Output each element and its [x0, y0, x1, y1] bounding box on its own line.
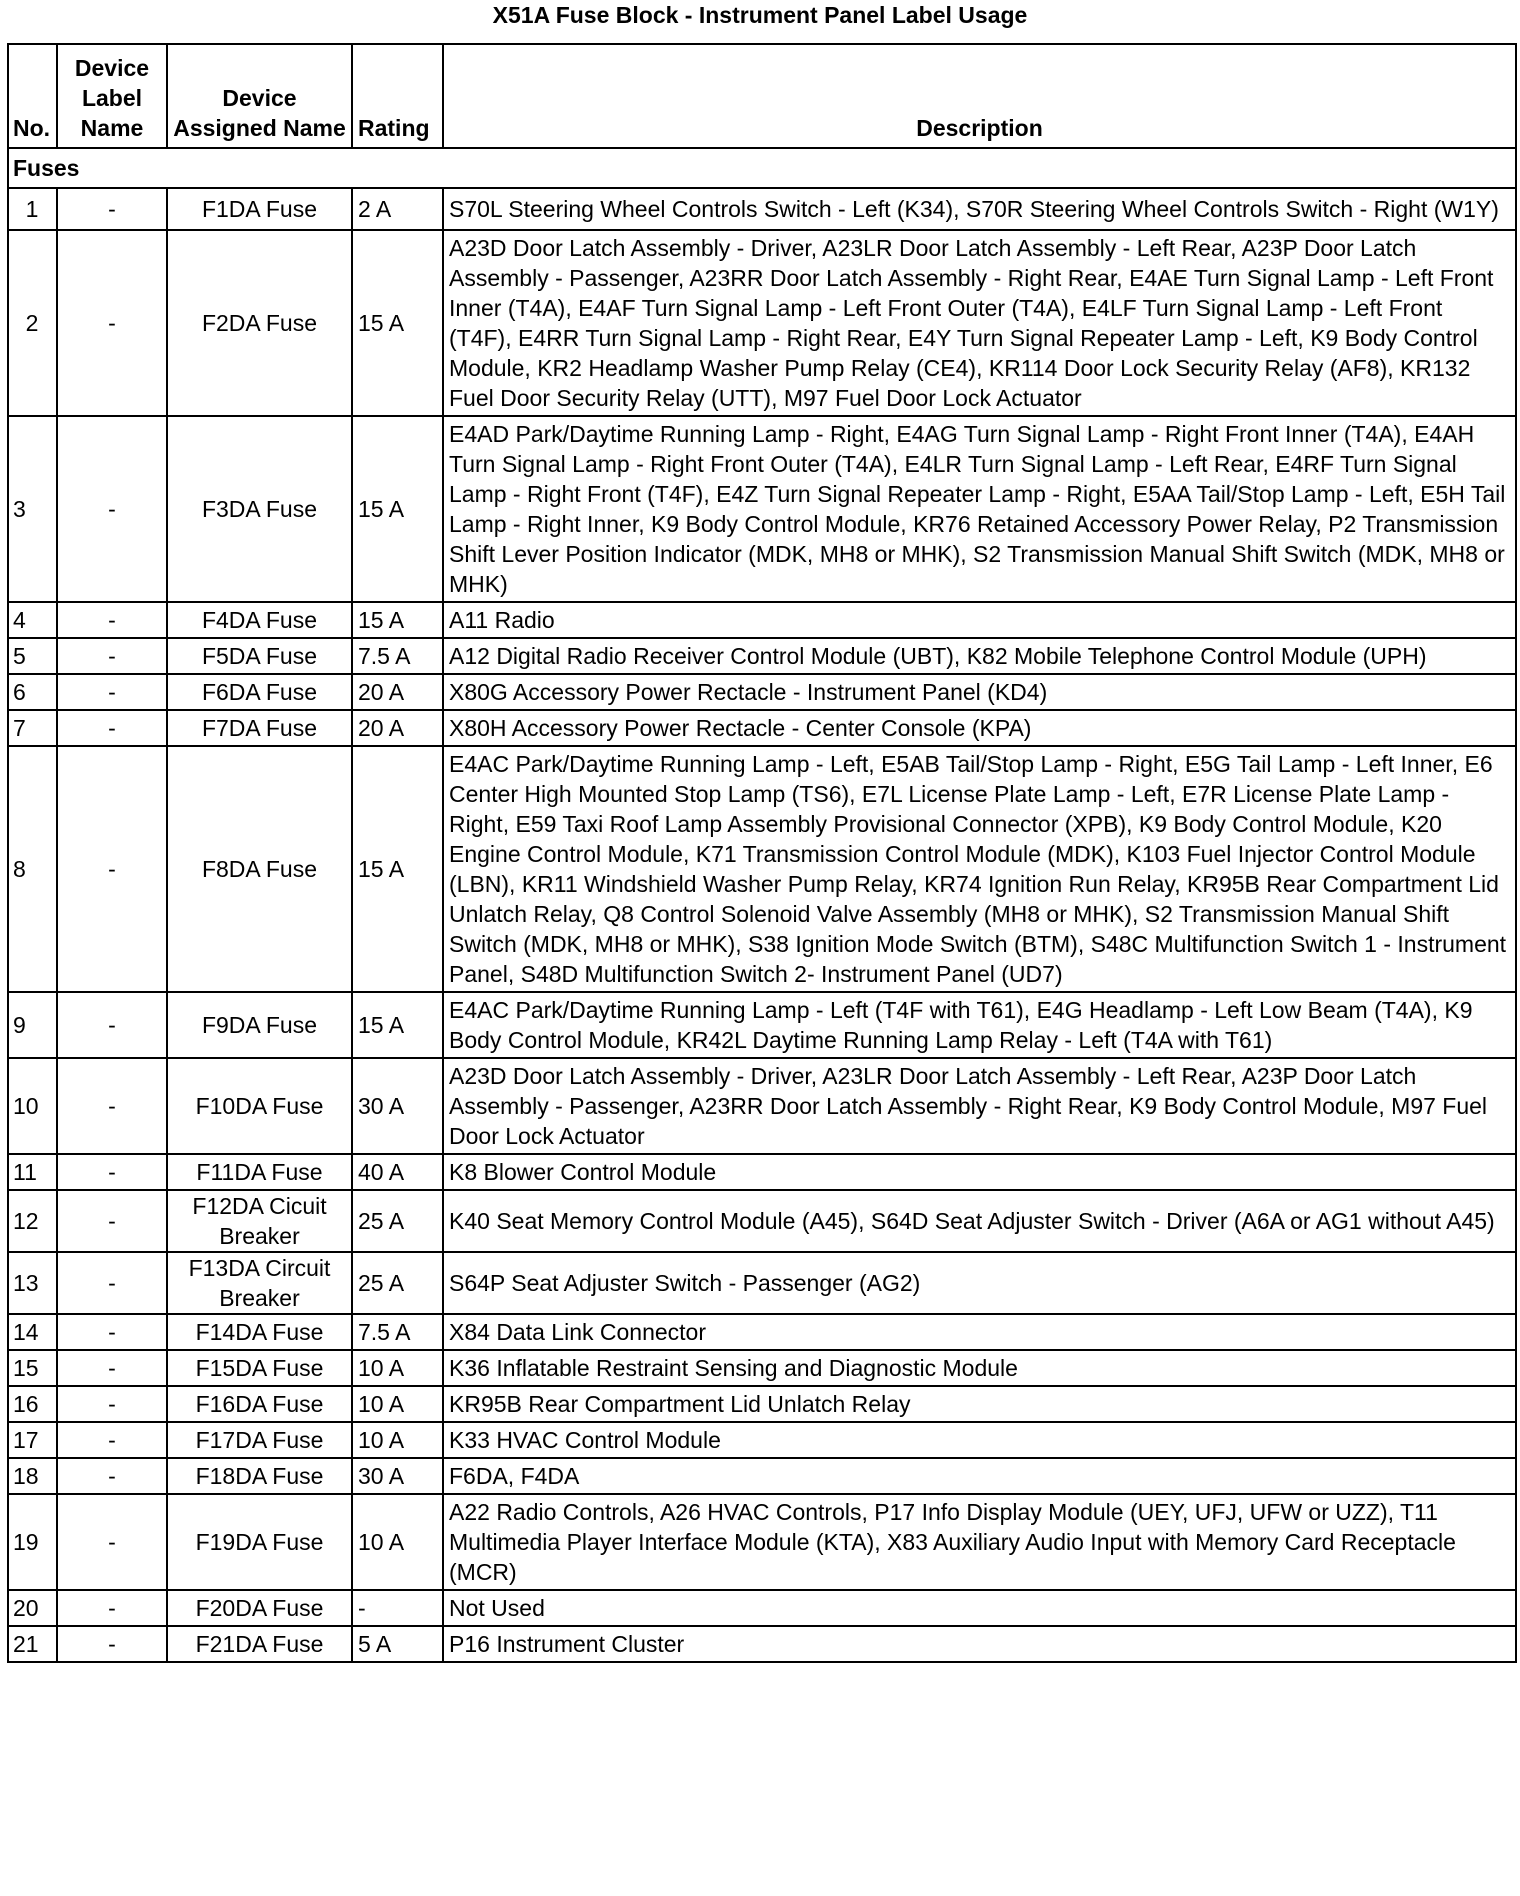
- cell-device-label-name: -: [57, 1154, 167, 1190]
- header-device-label-name: Device Label Name: [57, 44, 167, 148]
- cell-description: P16 Instrument Cluster: [443, 1626, 1516, 1662]
- cell-device-assigned-name: F7DA Fuse: [167, 710, 352, 746]
- cell-device-label-name: -: [57, 1314, 167, 1350]
- cell-device-label-name: -: [57, 1422, 167, 1458]
- cell-description: E4AC Park/Daytime Running Lamp - Left (T4F with T61), E4G Headlamp - Left Low Beam (T4A), K9 Body Control Module, KR42L Daytime Running Lamp Relay - Left (T4A with T61): [443, 992, 1516, 1058]
- section-row: [8, 148, 1516, 188]
- cell-description: A22 Radio Controls, A26 HVAC Controls, P17 Info Display Module (UEY, UFJ, UFW or UZZ), T11 Multimedia Player Interface Module (KTA), X83 Auxiliary Audio Input with Memory Card Receptacle (MCR): [443, 1494, 1516, 1590]
- table-row: [8, 416, 1516, 602]
- cell-description: E4AD Park/Daytime Running Lamp - Right, E4AG Turn Signal Lamp - Right Front Inner (T4A), E4AH Turn Signal Lamp - Right Front Outer (T4A), E4LR Turn Signal Lamp - Left Rear, E4RF Turn Signal Lamp - Right Front (T4F), E4Z Turn Signal Repeater Lamp - Right, E5AA Tail/Stop Lamp - Left, E5H Tail Lamp - Right Inner, K9 Body Control Module, KR76 Retained Accessory Power Relay, P2 Transmission Shift Lever Position Indicator (MDK, MH8 or MHK), S2 Transmission Manual Shift Switch (MDK, MH8 or MHK): [443, 416, 1516, 602]
- cell-device-assigned-name: F8DA Fuse: [167, 746, 352, 992]
- cell-rating: 5 A: [352, 1626, 443, 1662]
- header-no: No.: [8, 44, 57, 148]
- cell-rating: 25 A: [352, 1252, 443, 1314]
- cell-device-label-name: -: [57, 1252, 167, 1314]
- cell-no: 5: [8, 638, 57, 674]
- cell-description: K8 Blower Control Module: [443, 1154, 1516, 1190]
- table-row: [8, 1422, 1516, 1458]
- table-row: [8, 1494, 1516, 1590]
- cell-rating: 10 A: [352, 1422, 443, 1458]
- cell-device-label-name: -: [57, 1350, 167, 1386]
- fuse-table: [7, 43, 1517, 1663]
- cell-no: 21: [8, 1626, 57, 1662]
- cell-device-label-name: -: [57, 638, 167, 674]
- cell-rating: 20 A: [352, 674, 443, 710]
- cell-no: 20: [8, 1590, 57, 1626]
- cell-device-assigned-name: F12DA Cicuit Breaker: [167, 1190, 352, 1252]
- table-row: [8, 638, 1516, 674]
- table-row: [8, 992, 1516, 1058]
- cell-device-label-name: -: [57, 602, 167, 638]
- cell-device-label-name: -: [57, 416, 167, 602]
- cell-no: 8: [8, 746, 57, 992]
- cell-description: A12 Digital Radio Receiver Control Module (UBT), K82 Mobile Telephone Control Module (UPH): [443, 638, 1516, 674]
- cell-description: X80G Accessory Power Rectacle - Instrument Panel (KD4): [443, 674, 1516, 710]
- cell-device-label-name: -: [57, 1458, 167, 1494]
- cell-rating: 15 A: [352, 746, 443, 992]
- table-row: [8, 230, 1516, 416]
- cell-no: 18: [8, 1458, 57, 1494]
- cell-no: 15: [8, 1350, 57, 1386]
- cell-device-assigned-name: F18DA Fuse: [167, 1458, 352, 1494]
- table-row: [8, 1386, 1516, 1422]
- cell-device-label-name: -: [57, 1190, 167, 1252]
- cell-device-label-name: -: [57, 746, 167, 992]
- cell-device-assigned-name: F17DA Fuse: [167, 1422, 352, 1458]
- table-row: [8, 674, 1516, 710]
- table-row: [8, 1058, 1516, 1154]
- cell-device-assigned-name: F3DA Fuse: [167, 416, 352, 602]
- cell-description: A11 Radio: [443, 602, 1516, 638]
- table-row: [8, 602, 1516, 638]
- cell-device-assigned-name: F2DA Fuse: [167, 230, 352, 416]
- table-row: [8, 1350, 1516, 1386]
- cell-device-label-name: -: [57, 230, 167, 416]
- cell-no: 2: [8, 230, 57, 416]
- cell-device-assigned-name: F21DA Fuse: [167, 1626, 352, 1662]
- cell-no: 3: [8, 416, 57, 602]
- cell-device-label-name: -: [57, 1590, 167, 1626]
- cell-device-assigned-name: F16DA Fuse: [167, 1386, 352, 1422]
- cell-rating: 10 A: [352, 1386, 443, 1422]
- cell-no: 19: [8, 1494, 57, 1590]
- cell-rating: 7.5 A: [352, 1314, 443, 1350]
- cell-no: 11: [8, 1154, 57, 1190]
- cell-rating: 7.5 A: [352, 638, 443, 674]
- cell-rating: 15 A: [352, 602, 443, 638]
- cell-description: K33 HVAC Control Module: [443, 1422, 1516, 1458]
- cell-rating: 10 A: [352, 1350, 443, 1386]
- cell-device-label-name: -: [57, 1494, 167, 1590]
- table-row: [8, 1154, 1516, 1190]
- cell-no: 16: [8, 1386, 57, 1422]
- cell-device-assigned-name: F5DA Fuse: [167, 638, 352, 674]
- cell-device-label-name: -: [57, 1058, 167, 1154]
- table-row: [8, 1252, 1516, 1314]
- page-title: X51A Fuse Block - Instrument Panel Label Usage: [492, 2, 1028, 28]
- section-fuses: Fuses: [8, 148, 1516, 188]
- cell-description: F6DA, F4DA: [443, 1458, 1516, 1494]
- header-rating: Rating: [352, 44, 443, 148]
- header-description: Description: [443, 44, 1516, 148]
- cell-rating: 25 A: [352, 1190, 443, 1252]
- cell-device-assigned-name: F9DA Fuse: [167, 992, 352, 1058]
- cell-no: 6: [8, 674, 57, 710]
- cell-no: 13: [8, 1252, 57, 1314]
- cell-no: 17: [8, 1422, 57, 1458]
- cell-description: S64P Seat Adjuster Switch - Passenger (AG2): [443, 1252, 1516, 1314]
- cell-description: A23D Door Latch Assembly - Driver, A23LR Door Latch Assembly - Left Rear, A23P Door Latch Assembly - Passenger, A23RR Door Latch Assembly - Right Rear, E4AE Turn Signal Lamp - Left Front Inner (T4A), E4AF Turn Signal Lamp - Left Front Outer (T4A), E4LF Turn Signal Lamp - Left Front (T4F), E4RR Turn Signal Lamp - Right Rear, E4Y Turn Signal Repeater Lamp - Left, K9 Body Control Module, KR2 Headlamp Washer Pump Relay (CE4), KR114 Door Lock Security Relay (AF8), KR132 Fuel Door Security Relay (UTT), M97 Fuel Door Lock Actuator: [443, 230, 1516, 416]
- table-header-row: [8, 44, 1516, 148]
- cell-description: X84 Data Link Connector: [443, 1314, 1516, 1350]
- cell-description: K36 Inflatable Restraint Sensing and Diagnostic Module: [443, 1350, 1516, 1386]
- table-row: [8, 1190, 1516, 1252]
- cell-device-label-name: -: [57, 710, 167, 746]
- cell-rating: 15 A: [352, 416, 443, 602]
- cell-rating: 10 A: [352, 1494, 443, 1590]
- cell-description: S70L Steering Wheel Controls Switch - Left (K34), S70R Steering Wheel Controls Switch - Right (W1Y): [443, 188, 1516, 230]
- cell-rating: 30 A: [352, 1458, 443, 1494]
- cell-device-label-name: -: [57, 674, 167, 710]
- table-row: [8, 710, 1516, 746]
- cell-rating: 15 A: [352, 992, 443, 1058]
- table-row: [8, 1458, 1516, 1494]
- cell-device-label-name: -: [57, 188, 167, 230]
- cell-rating: 30 A: [352, 1058, 443, 1154]
- cell-device-assigned-name: F10DA Fuse: [167, 1058, 352, 1154]
- header-device-assigned-name: Device Assigned Name: [167, 44, 352, 148]
- cell-description: A23D Door Latch Assembly - Driver, A23LR Door Latch Assembly - Left Rear, A23P Door Latch Assembly - Passenger, A23RR Door Latch Assembly - Right Rear, K9 Body Control Module, M97 Fuel Door Lock Actuator: [443, 1058, 1516, 1154]
- cell-no: 7: [8, 710, 57, 746]
- cell-rating: 40 A: [352, 1154, 443, 1190]
- cell-description: Not Used: [443, 1590, 1516, 1626]
- table-row: [8, 1626, 1516, 1662]
- cell-rating: 2 A: [352, 188, 443, 230]
- cell-no: 10: [8, 1058, 57, 1154]
- cell-device-label-name: -: [57, 1626, 167, 1662]
- cell-no: 9: [8, 992, 57, 1058]
- cell-device-assigned-name: F13DA Circuit Breaker: [167, 1252, 352, 1314]
- cell-device-label-name: -: [57, 1386, 167, 1422]
- cell-no: 4: [8, 602, 57, 638]
- table-row: [8, 188, 1516, 230]
- cell-device-assigned-name: F6DA Fuse: [167, 674, 352, 710]
- cell-description: X80H Accessory Power Rectacle - Center Console (KPA): [443, 710, 1516, 746]
- table-row: [8, 746, 1516, 992]
- cell-device-assigned-name: F15DA Fuse: [167, 1350, 352, 1386]
- cell-device-assigned-name: F1DA Fuse: [167, 188, 352, 230]
- cell-no: 1: [8, 188, 57, 230]
- cell-description: E4AC Park/Daytime Running Lamp - Left, E5AB Tail/Stop Lamp - Right, E5G Tail Lamp - Left Inner, E6 Center High Mounted Stop Lamp (TS6), E7L License Plate Lamp - Left, E7R License Plate Lamp - Right, E59 Taxi Roof Lamp Assembly Provisional Connector (XPB), K9 Body Control Module, K20 Engine Control Module, K71 Transmission Control Module (MDK), K103 Fuel Injector Control Module (LBN), KR11 Windshield Washer Pump Relay, KR74 Ignition Run Relay, KR95B Rear Compartment Lid Unlatch Relay, Q8 Control Solenoid Valve Assembly (MH8 or MHK), S2 Transmission Manual Shift Switch (MDK, MH8 or MHK), S38 Ignition Mode Switch (BTM), S48C Multifunction Switch 1 - Instrument Panel, S48D Multifunction Switch 2- Instrument Panel (UD7): [443, 746, 1516, 992]
- cell-device-assigned-name: F20DA Fuse: [167, 1590, 352, 1626]
- cell-device-assigned-name: F19DA Fuse: [167, 1494, 352, 1590]
- cell-device-label-name: -: [57, 992, 167, 1058]
- cell-rating: 20 A: [352, 710, 443, 746]
- cell-no: 14: [8, 1314, 57, 1350]
- cell-device-assigned-name: F4DA Fuse: [167, 602, 352, 638]
- cell-description: KR95B Rear Compartment Lid Unlatch Relay: [443, 1386, 1516, 1422]
- cell-device-assigned-name: F14DA Fuse: [167, 1314, 352, 1350]
- cell-description: K40 Seat Memory Control Module (A45), S64D Seat Adjuster Switch - Driver (A6A or AG1 without A45): [443, 1190, 1516, 1252]
- table-row: [8, 1314, 1516, 1350]
- cell-no: 12: [8, 1190, 57, 1252]
- table-row: [8, 1590, 1516, 1626]
- cell-rating: -: [352, 1590, 443, 1626]
- cell-device-assigned-name: F11DA Fuse: [167, 1154, 352, 1190]
- cell-rating: 15 A: [352, 230, 443, 416]
